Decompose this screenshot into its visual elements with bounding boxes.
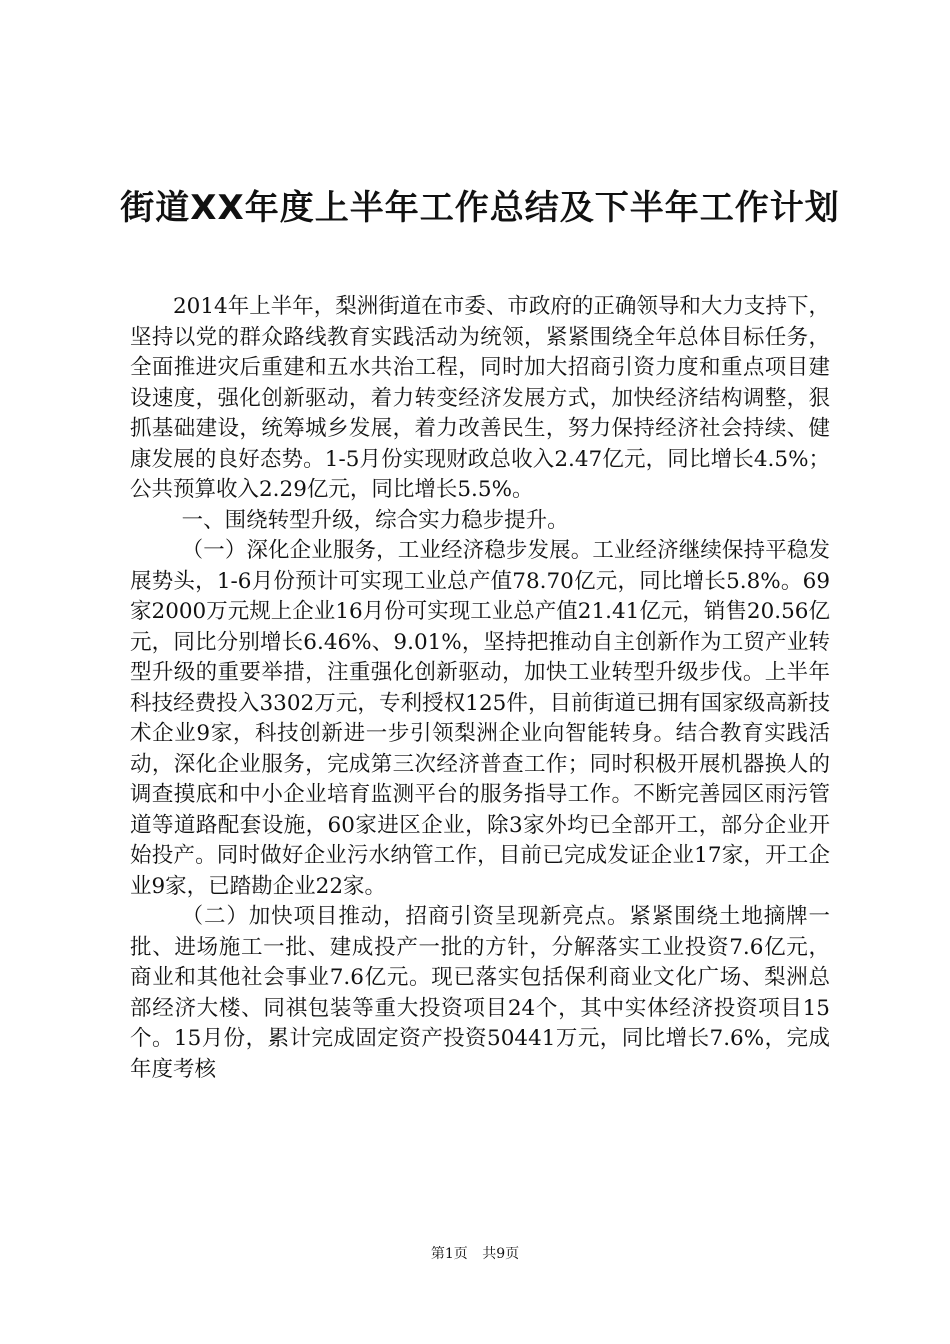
paragraph-subsection-2: （二）加快项目推动，招商引资呈现新亮点。紧紧围绕土地摘牌一批、进场施工一批、建成投产一批的方针，分解落实工业投资7.6亿元，商业和其他社会事业7.6亿元。现已落实包括保利商业文化广场、梨洲总部经济大楼、同祺包装等重大投资项目24个，其中实体经济投资项目15个。15月份，累计完成固定资产投资50441万元，同比增长7.6%，完成年度考核 bbox=[130, 904, 830, 1082]
paragraph-intro: 2014年上半年，梨洲街道在市委、市政府的正确领导和大力支持下，坚持以党的群众路线教育实践活动为统领，紧紧围绕全年总体目标任务，全面推进灾后重建和五水共治工程，同时加大招商引资力度和重点项目建设速度，强化创新驱动，着力转变经济发展方式，加快经济结构调整，狠抓基础建设，统筹城乡发展，着力改善民生，努力保持经济社会持续、健康发展的良好态势。1-5月份实现财政总收入2.47亿元，同比增长4.5%；公共预算收入2.29亿元，同比增长5.5%。 bbox=[130, 294, 830, 502]
paragraph-subsection-1: （一）深化企业服务，工业经济稳步发展。工业经济继续保持平稳发展势头，1-6月份预计可实现工业总产值78.70亿元，同比增长5.8%。69家2000万元规上企业16月份可实现工业总产值21.41亿元，销售20.56亿元，同比分别增长6.46%、9.01%，坚持把推动自主创新作为工贸产业转型升级的重要举措，注重强化创新驱动，加快工业转型升级步伐。上半年科技经费投入3302万元，专利授权125件，目前街道已拥有国家级高新技术企业9家，科技创新进一步引领梨洲企业向智能转身。结合教育实践活动，深化企业服务，完成第三次经济普查工作；同时积极开展机器换人的调查摸底和中小企业培育监测平台的服务指导工作。不断完善园区雨污管道等道路配套设施，60家进区企业，除3家外均已全部开工，部分企业开始投产。同时做好企业污水纳管工作，目前已完成发证企业17家，开工企业9家，已踏勘企业22家。 bbox=[130, 538, 830, 899]
page-number: 第1页 bbox=[430, 1246, 468, 1262]
document-body bbox=[130, 292, 830, 1085]
document-title: 街道XX年度上半年工作总结及下半年工作计划 bbox=[120, 188, 840, 228]
page-total: 共9页 bbox=[482, 1246, 520, 1262]
section-heading-1: 一、围绕转型升级，综合实力稳步提升。 bbox=[181, 507, 569, 533]
page-footer bbox=[0, 1244, 950, 1264]
